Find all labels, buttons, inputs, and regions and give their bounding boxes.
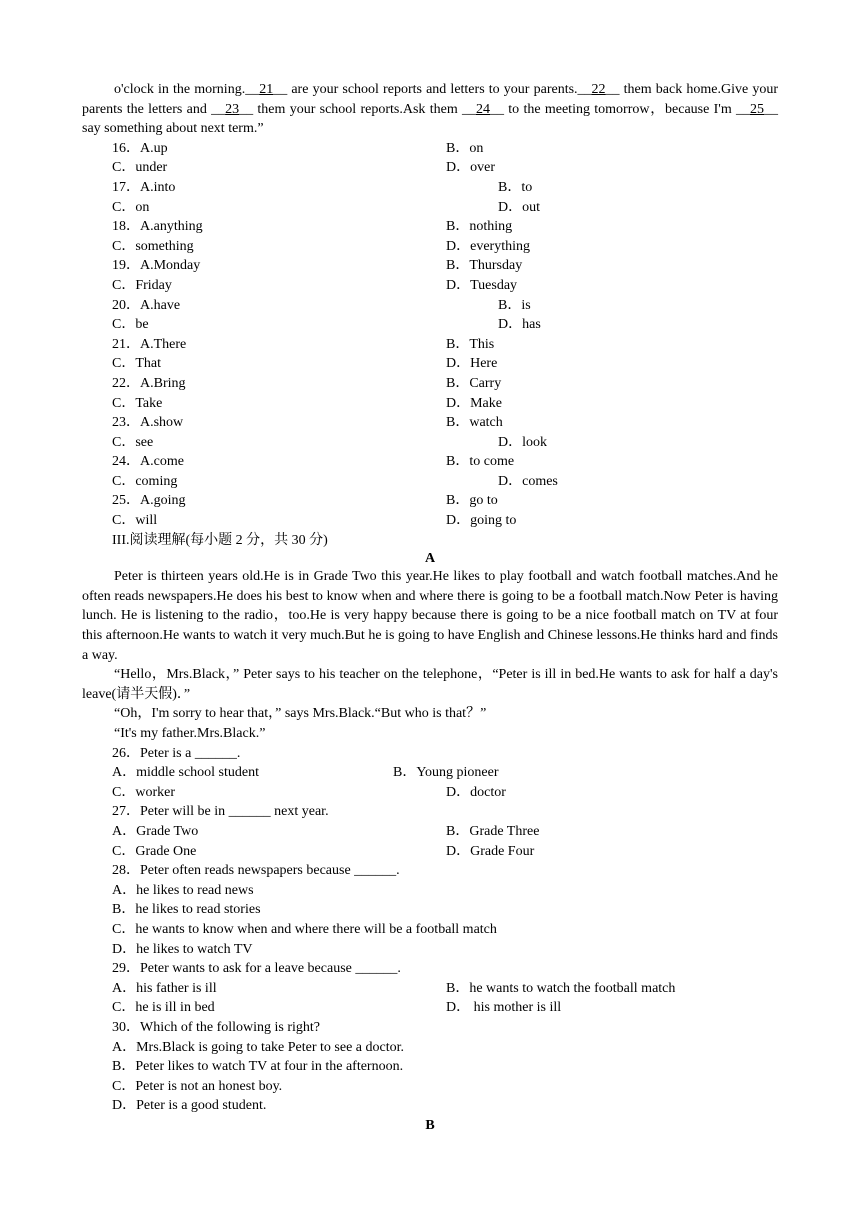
question-26-stem: 26．Peter is a ______. [112, 745, 241, 761]
question-30-stem: 30．Which of the following is right? [112, 1019, 321, 1035]
question-30-a: A．Mrs.Black is going to take Peter to see a doctor. [112, 1039, 404, 1055]
question-23-cd: C．see D．look [112, 434, 547, 450]
question-22: 22．A.Bring B．Carry [112, 375, 502, 391]
passage-paragraph-3: “Oh，I'm sorry to hear that，” says Mrs.Black.“But who is that？” [114, 706, 487, 722]
question-26-ab: A．middle school student B．Young pioneer [112, 765, 499, 781]
question-29-stem: 29．Peter wants to ask for a leave because ______. [112, 961, 401, 977]
question-28-c: C．he wants to know when and where there will be a football match [112, 921, 497, 937]
cloze-paragraph: o'clock in the morning.__21__ are your school reports and letters to your parents.__22__ them back home.Give your parents the letters and __23__ them your school reports.Ask them __24__ to the meeting tomorrow，because I'm __25__ say something about next term.” [82, 82, 779, 137]
question-30-c: C．Peter is not an honest boy. [112, 1078, 283, 1094]
question-19-cd: C．Friday D．Tuesday [112, 277, 518, 293]
question-27-cd: C．Grade One D．Grade Four [112, 843, 535, 859]
part-b-title: B [425, 1117, 435, 1133]
question-28-b: B．he likes to read stories [112, 902, 261, 918]
question-17: 17．A.into B．to [112, 179, 533, 195]
passage-paragraph-1: Peter is thirteen years old.He is in Grade Two this year.He likes to play football and watch football matches.And he often reads newspapers.He does his best to know when and where there is going to be a football match.Now Peter is having lunch. He is listening to the radio，too.He is very happy because there is going to be a nice football match on TV at four this afternoon.He wants to watch it very much.But he is going to have English and Chinese lessons.He thinks hard and finds a way. [82, 569, 778, 663]
section-heading: III.阅读理解(每小题 2 分，共 30 分) [112, 532, 328, 548]
question-22-cd: C．Take D．Make [112, 395, 502, 411]
blank-21: 21 [259, 82, 274, 97]
passage-paragraph-2: “Hello，Mrs.Black，” Peter says to his teacher on the telephone，“Peter is ill in bed.He wants to ask for half a day's leave(请半天假)．” [82, 667, 778, 702]
question-21-cd: C．That D．Here [112, 356, 498, 372]
question-28-a: A．he likes to read news [112, 882, 254, 898]
question-25: 25．A.going B．go to [112, 493, 498, 509]
question-16: 16．A.up B．on [112, 140, 484, 156]
question-19: 19．A.Monday B．Thursday [112, 258, 523, 274]
question-30-d: D．Peter is a good student. [112, 1098, 267, 1114]
blank-24: 24 [476, 101, 490, 117]
blank-22: 22 [591, 82, 606, 97]
question-23: 23．A.show B．watch [112, 415, 503, 431]
question-27-ab: A．Grade Two B．Grade Three [112, 823, 540, 839]
question-20-cd: C．be D．has [112, 317, 541, 333]
question-18: 18．A.anything B．nothing [112, 219, 513, 235]
question-25-cd: C．will D．going to [112, 513, 517, 529]
question-29-ab: A．his father is ill B．he wants to watch the football match [112, 980, 676, 996]
question-21: 21．A.There B．This [112, 336, 495, 352]
question-26-cd: C．worker D．doctor [112, 784, 506, 800]
question-29-cd: C．he is ill in bed D． his mother is ill [112, 1000, 562, 1016]
blank-23: 23 [225, 101, 240, 117]
question-28-stem: 28．Peter often reads newspapers because ______. [112, 863, 400, 879]
question-17-cd: C．on D．out [112, 199, 540, 215]
question-24: 24．A.come B．to come [112, 454, 515, 470]
question-28-d: D．he likes to watch TV [112, 941, 253, 957]
blank-25: 25 [750, 101, 765, 117]
question-24-cd: C．coming D．comes [112, 473, 558, 489]
question-18-cd: C．something D．everything [112, 238, 530, 254]
document-page [82, 80, 778, 1135]
question-27-stem: 27．Peter will be in ______ next year. [112, 804, 329, 820]
question-16-cd: C．under D．over [112, 160, 495, 176]
part-a-title: A [424, 551, 436, 567]
question-20: 20．A.have B．is [112, 297, 531, 313]
passage-paragraph-4: “It's my father.Mrs.Black.” [114, 726, 266, 741]
question-30-b: B．Peter likes to watch TV at four in the afternoon. [112, 1059, 404, 1075]
